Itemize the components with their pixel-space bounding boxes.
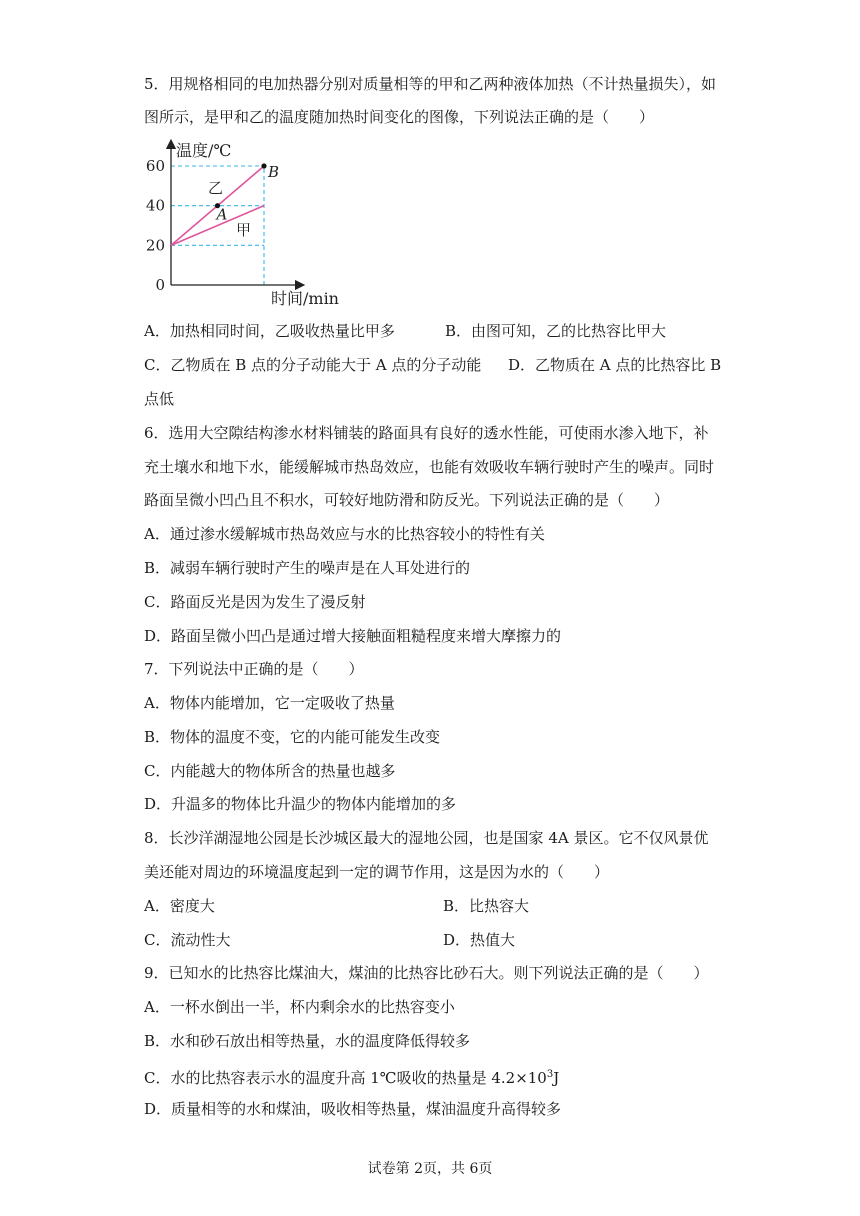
q7-option-d: D．升温多的物体比升温少的物体内能增加的多	[144, 795, 457, 813]
y-tick-0: 0	[155, 276, 165, 294]
q6-option-d: D．路面呈微小凹凸是通过增大接触面粗糙程度来增大摩擦力的	[144, 627, 562, 645]
q9-option-b: B．水和砂石放出相等热量，水的温度降低得较多	[144, 1032, 471, 1050]
q8-stem-line2: 美还能对周边的环境温度起到一定的调节作用，这是因为水的（ ）	[144, 863, 610, 881]
q5-stem-line1: 5．用规格相同的电加热器分别对质量相等的甲和乙两种液体加热（不计热量损失），如	[144, 75, 717, 93]
point-label-A: A	[216, 205, 228, 224]
temperature-time-chart	[140, 138, 350, 308]
q8-option-d: D．热值大	[443, 931, 516, 949]
q6-stem-line2: 充土壤水和地下水，能缓解城市热岛效应，也能有效吸收车辆行驶时产生的噪声。同时	[144, 458, 715, 476]
q9-option-c-text: C．水的比热容表示水的温度升高 1℃吸收的热量是 4.2×10	[144, 1069, 547, 1087]
q9-option-c	[144, 1065, 559, 1088]
q5-stem-line2: 图所示，是甲和乙的温度随加热时间变化的图像，下列说法正确的是（ ）	[144, 108, 655, 126]
x-axis-label: 时间/min	[271, 289, 339, 308]
q5-option-d-continued: 点低	[144, 390, 175, 408]
q5-option-c: C．乙物质在 B 点的分子动能大于 A 点的分子动能	[144, 356, 482, 374]
page-footer: 试卷第 2页，共 6页	[367, 1161, 493, 1177]
q6-stem-line1: 6．选用大空隙结构渗水材料铺装的路面具有良好的透水性能，可使雨水渗入地下，补	[144, 424, 709, 442]
y-tick-60: 60	[145, 157, 165, 175]
q6-stem-line3: 路面呈微小凹凸且不积水，可较好地防滑和防反光。下列说法正确的是（ ）	[144, 491, 670, 509]
q8-stem-line1: 8．长沙洋湖湿地公园是长沙城区最大的湿地公园，也是国家 4A 景区。它不仅风景优	[144, 829, 709, 847]
series-label-jia: 甲	[236, 221, 252, 239]
q9-option-d: D．质量相等的水和煤油，吸收相等热量，煤油温度升高得较多	[144, 1100, 562, 1118]
y-tick-20: 20	[145, 236, 165, 255]
q9-option-c-exponent: 3	[546, 1069, 554, 1080]
point-label-B: B	[268, 163, 280, 181]
q6-option-a: A．通过渗水缓解城市热岛效应与水的比热容较小的特性有关	[144, 525, 545, 543]
q8-option-c: C．流动性大	[144, 931, 231, 949]
y-tick-40: 40	[145, 196, 165, 215]
q7-option-a: A．物体内能增加，它一定吸收了热量	[144, 694, 395, 712]
q5-option-b: B．由图可知，乙的比热容比甲大	[445, 322, 667, 340]
y-tick-labels	[146, 157, 165, 294]
point-B	[261, 163, 266, 168]
q6-option-b: B．减弱车辆行驶时产生的噪声是在人耳处进行的	[144, 559, 471, 577]
q9-option-c-unit: J	[553, 1069, 560, 1087]
q7-option-c: C．内能越大的物体所含的热量也越多	[144, 762, 396, 780]
q9-stem: 9．已知水的比热容比煤油大，煤油的比热容比砂石大。则下列说法正确的是（ ）	[144, 964, 709, 982]
q9-option-a: A．一杯水倒出一半，杯内剩余水的比热容变小	[144, 998, 455, 1016]
q7-stem: 7．下列说法中正确的是（ ）	[144, 660, 364, 678]
y-axis-label: 温度/℃	[176, 141, 232, 160]
q5-option-d: D．乙物质在 A 点的比热容比 B	[508, 356, 722, 374]
chart-points	[215, 163, 280, 224]
q8-option-a: A．密度大	[144, 897, 215, 915]
series-label-yi: 乙	[208, 179, 224, 197]
q8-option-b: B．比热容大	[443, 897, 530, 915]
q5-option-a: A．加热相同时间，乙吸收热量比甲多	[144, 322, 395, 340]
q6-option-c: C．路面反光是因为发生了漫反射	[144, 593, 366, 611]
q7-option-b: B．物体的温度不变，它的内能可能发生改变	[144, 728, 441, 746]
